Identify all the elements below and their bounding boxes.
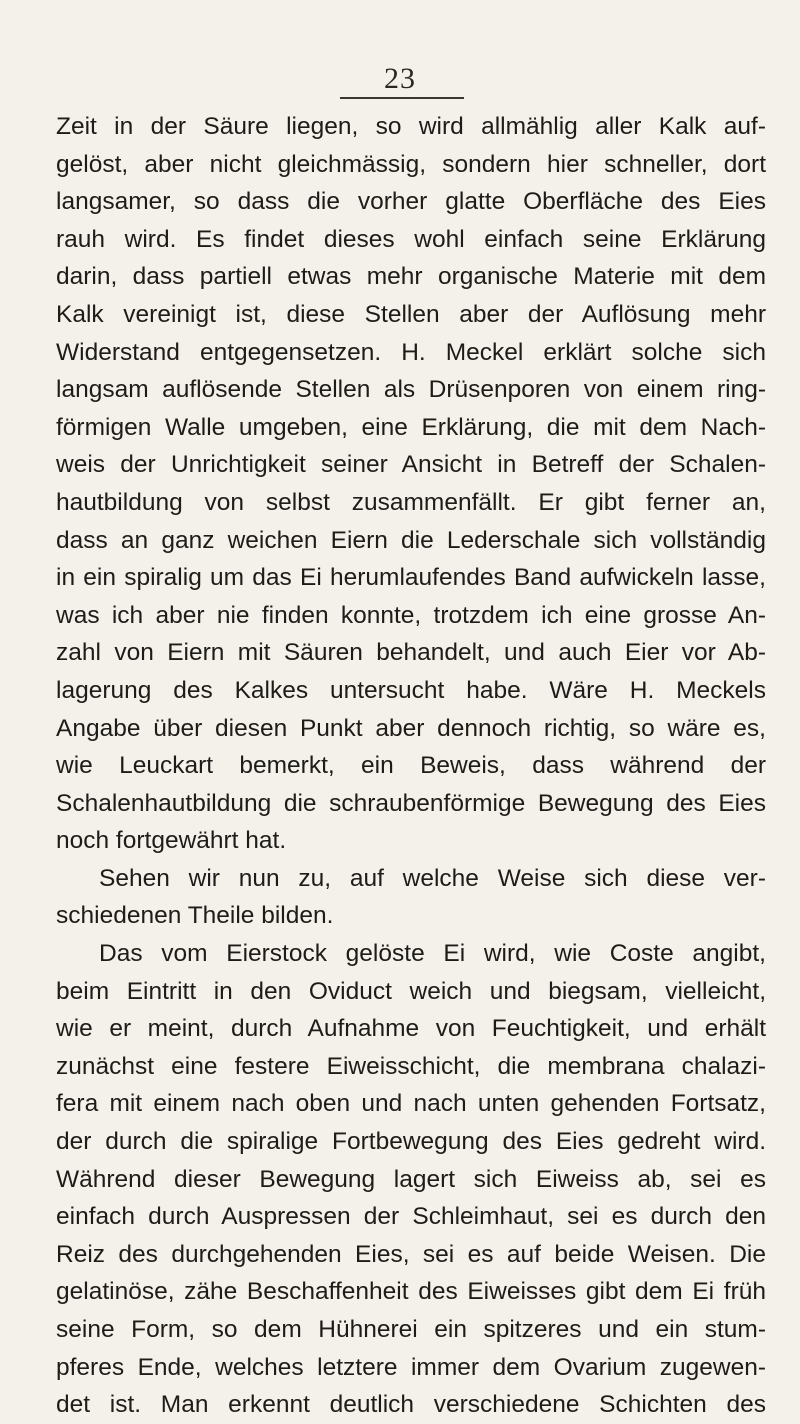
text-line: det ist. Man erkennt deutlich verschiedene Schichten des	[56, 1391, 766, 1419]
text-line: seine Form, so dem Hühnerei ein spitzeres und ein stum-	[56, 1316, 766, 1343]
text-line: langsam auflösende Stellen als Drüsenporen von einem ring-	[56, 376, 766, 404]
text-line: wie Leuckart bemerkt, ein Beweis, dass während der	[56, 752, 766, 780]
text-line: schiedenen Theile bilden.	[56, 902, 334, 930]
text-line: Angabe über diesen Punkt aber dennoch richtig, so wäre es,	[56, 714, 766, 742]
text-line: Widerstand entgegensetzen. H. Meckel erklärt solche sich	[56, 338, 766, 366]
page-number-rule	[340, 97, 464, 99]
text-line: pferes Ende, welches letztere immer dem Ovarium zugewen-	[56, 1353, 766, 1381]
text-line: Das vom Eierstock gelöste Ei wird, wie Coste angibt,	[99, 940, 766, 968]
text-line: rauh wird. Es findet dieses wohl einfach seine Erklärung	[56, 225, 766, 253]
text-line: wie er meint, durch Aufnahme von Feuchtigkeit, und erhält	[56, 1015, 766, 1043]
text-line: weis der Unrichtigkeit seiner Ansicht in Betreff der Schalen-	[56, 451, 766, 479]
text-line: förmigen Walle umgeben, eine Erklärung, die mit dem Nach-	[56, 413, 766, 441]
text-line: hautbildung von selbst zusammenfällt. Er gibt ferner an,	[56, 488, 766, 516]
body-text	[56, 108, 766, 1424]
text-line: was ich aber nie finden konnte, trotzdem ich eine grosse An-	[56, 601, 766, 629]
text-line: in ein spiralig um das Ei herumlaufendes Band aufwickeln lasse,	[56, 564, 766, 592]
text-line: einfach durch Auspressen der Schleimhaut, sei es durch den	[56, 1203, 766, 1231]
text-line: lagerung des Kalkes untersucht habe. Wäre H. Meckels	[56, 676, 766, 704]
text-line: Kalk vereinigt ist, diese Stellen aber der Auflösung mehr	[56, 300, 766, 328]
text-line: gelöst, aber nicht gleichmässig, sondern hier schneller, dort	[56, 150, 766, 178]
page-number: 23	[384, 62, 416, 95]
text-line: beim Eintritt in den Oviduct weich und biegsam, vielleicht,	[56, 977, 766, 1005]
text-line: Sehen wir nun zu, auf welche Weise sich diese ver-	[99, 864, 766, 892]
text-line: gelatinöse, zähe Beschaffenheit des Eiweisses gibt dem Ei früh	[56, 1278, 766, 1306]
text-line: der durch die spiralige Fortbewegung des Eies gedreht wird.	[56, 1128, 766, 1156]
text-line: Während dieser Bewegung lagert sich Eiweiss ab, sei es	[56, 1165, 766, 1193]
text-line: Schalenhautbildung die schraubenförmige Bewegung des Eies	[56, 789, 766, 817]
text-line: Zeit in der Säure liegen, so wird allmählig aller Kalk auf-	[56, 113, 766, 140]
text-line: noch fortgewährt hat.	[56, 827, 287, 855]
text-line: darin, dass partiell etwas mehr organische Materie mit dem	[56, 263, 766, 291]
text-line: Reiz des durchgehenden Eies, sei es auf beide Weisen. Die	[56, 1240, 766, 1268]
text-line: langsamer, so dass die vorher glatte Oberfläche des Eies	[56, 188, 766, 216]
text-line: dass an ganz weichen Eiern die Lederschale sich vollständig	[56, 526, 766, 554]
text-line: fera mit einem nach oben und nach unten gehenden Fortsatz,	[56, 1090, 766, 1118]
text-line: zahl von Eiern mit Säuren behandelt, und auch Eier vor Ab-	[56, 639, 766, 667]
text-line: zunächst eine festere Eiweisschicht, die membrana chalazi-	[56, 1052, 766, 1080]
